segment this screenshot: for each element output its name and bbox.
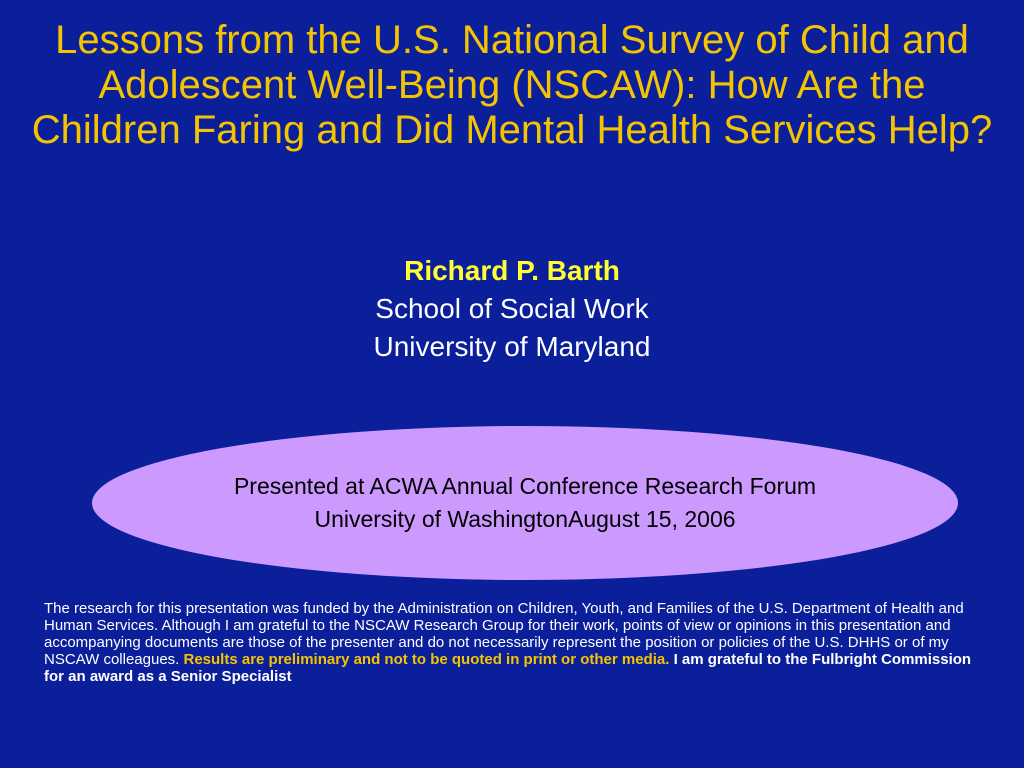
author-block xyxy=(0,252,1024,366)
disclaimer xyxy=(44,600,988,685)
author-institution: University of Maryland xyxy=(373,331,651,362)
author-name: Richard P. Barth xyxy=(404,255,620,286)
disclaimer-acknowledgement: I am grateful to the Fulbright Commission for an award as a Senior Specialist xyxy=(44,651,972,685)
presented-line-2: University of WashingtonAugust 15, 2006 xyxy=(314,506,736,532)
presentation-info xyxy=(92,470,958,536)
slide-title: Lessons from the U.S. National Survey of Child and Adolescent Well-Being (NSCAW): How Are the Children Faring and Did Mental Health Services Help? xyxy=(31,18,993,152)
disclaimer-text: The research for this presentation was funded by the Administration on Children, Youth, and Families of the U.S. Department of Health and Human Services. Although I am grateful to the NSCAW Research Group for their work, points of view or opinions in this presentation and accompanying documents are those of the presenter and do not necessarily represent the position or policies of the U.S. DHHS or of my NSCAW colleagues. xyxy=(44,600,964,668)
author-department: School of Social Work xyxy=(375,293,649,324)
disclaimer-highlight: Results are preliminary and not to be quoted in print or other media. xyxy=(183,651,670,668)
presented-line-1: Presented at ACWA Annual Conference Research Forum xyxy=(233,473,817,499)
